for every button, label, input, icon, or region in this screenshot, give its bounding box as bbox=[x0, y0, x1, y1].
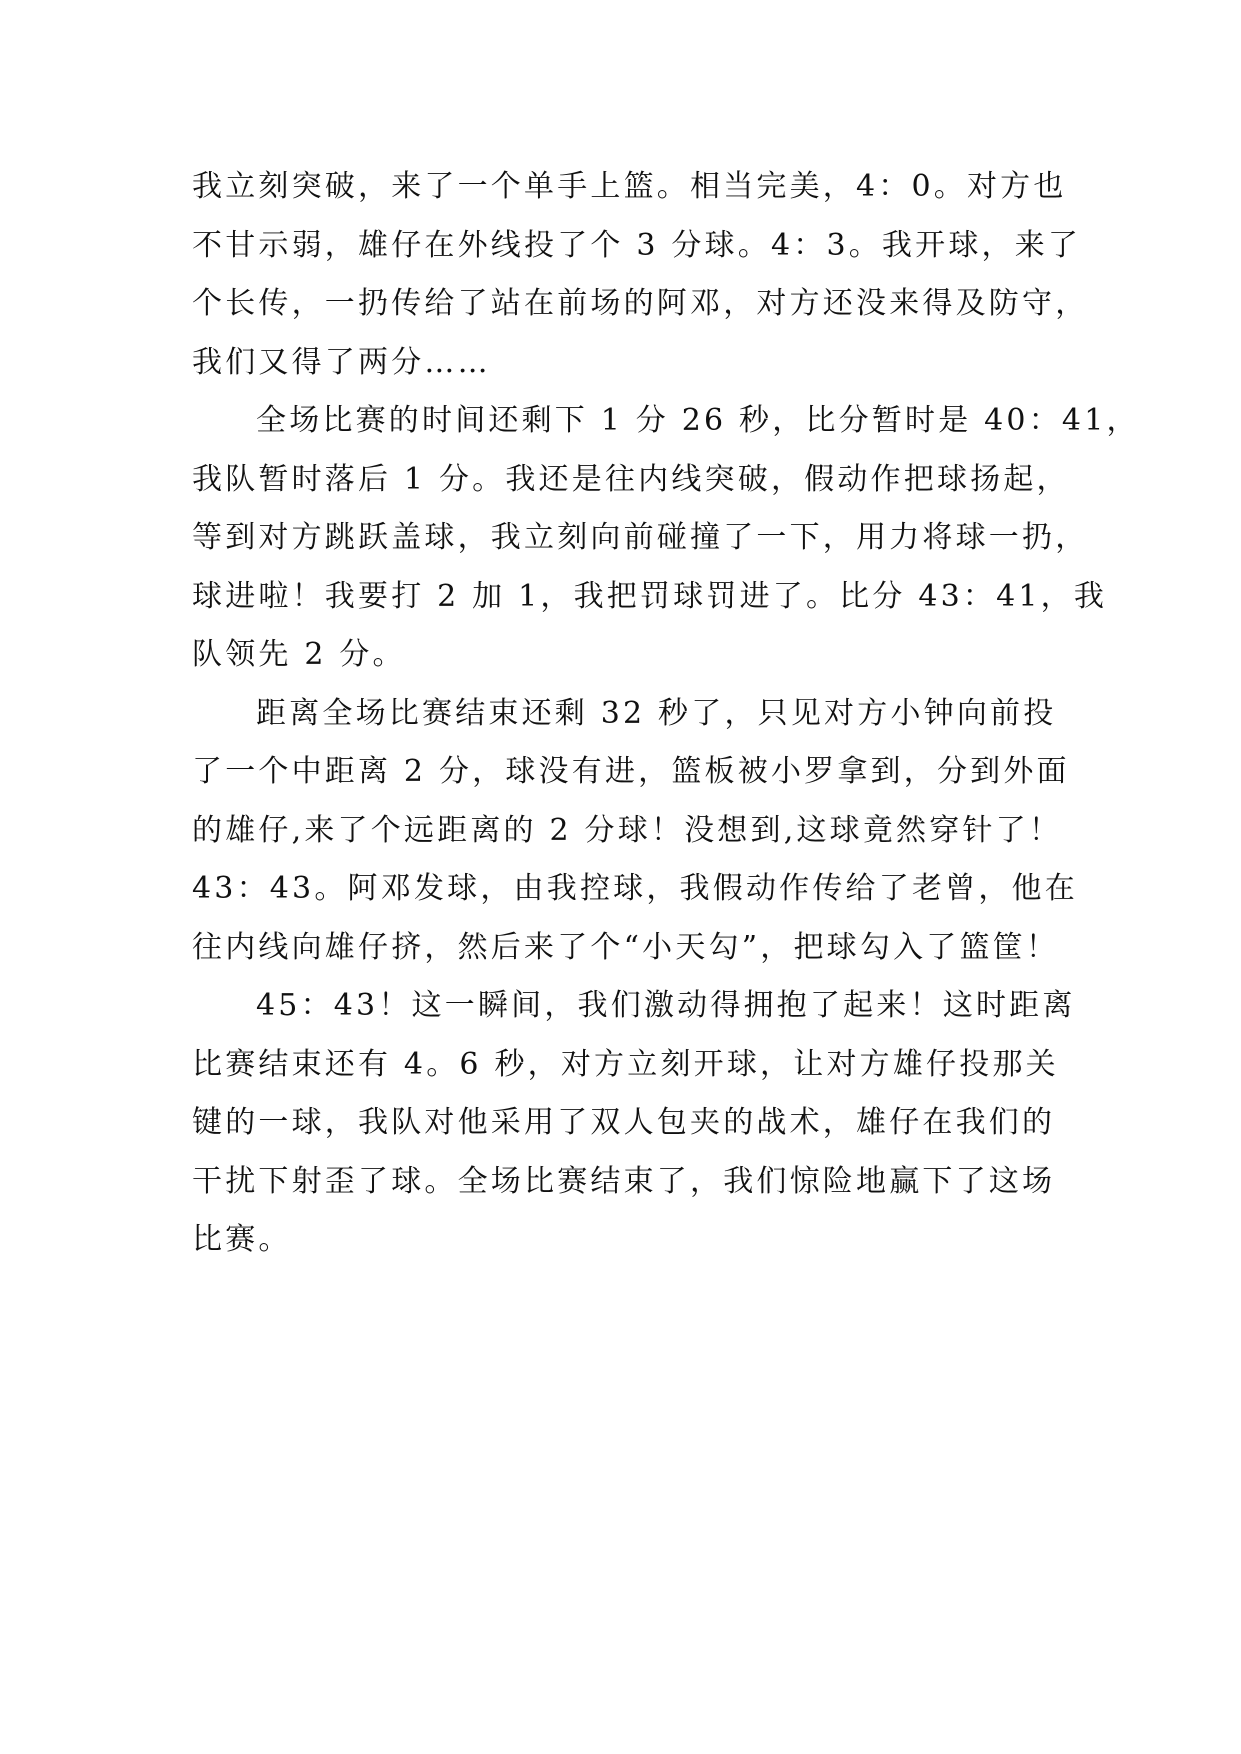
text-line: 个长传，一扔传给了站在前场的阿邓，对方还没来得及防守， bbox=[192, 286, 1089, 321]
text-line: 比赛。 bbox=[192, 1222, 292, 1257]
paragraph-start-line: 45：43！这一瞬间，我们激动得拥抱了起来！这时距离 bbox=[256, 988, 1076, 1023]
text-line: 队领先 2 分。 bbox=[192, 637, 406, 672]
text-line: 我立刻突破，来了一个单手上篮。相当完美，4：0。对方也 bbox=[192, 169, 1067, 204]
article-body bbox=[192, 158, 1140, 1270]
text-line: 等到对方跳跃盖球，我立刻向前碰撞了一下，用力将球一扔， bbox=[192, 520, 1089, 555]
text-line: 键的一球，我队对他采用了双人包夹的战术，雄仔在我们的 bbox=[192, 1105, 1056, 1140]
paragraph-start-line: 距离全场比赛结束还剩 32 秒了，只见对方小钟向前投 bbox=[256, 695, 1057, 731]
text-line: 我们又得了两分…… bbox=[192, 344, 491, 380]
text-line: 了一个中距离 2 分，球没有进，篮板被小罗拿到，分到外面 bbox=[192, 754, 1070, 789]
text-line: 的雄仔,来了个远距离的 2 分球！没想到,这球竟然穿针了！ bbox=[192, 812, 1063, 848]
text-line: 干扰下射歪了球。全场比赛结束了，我们惊险地赢下了这场 bbox=[192, 1163, 1056, 1199]
text-line: 不甘示弱，雄仔在外线投了个 3 分球。4：3。我开球，来了 bbox=[192, 227, 1082, 263]
text-line: 往内线向雄仔挤，然后来了个“小天勾”，把球勾入了篮筐！ bbox=[192, 929, 1060, 965]
text-line: 比赛结束还有 4。6 秒，对方立刻开球，让对方雄仔投那关 bbox=[192, 1046, 1059, 1082]
text-line: 球进啦！我要打 2 加 1，我把罚球罚进了。比分 43：41，我 bbox=[192, 578, 1108, 614]
text-line: 我队暂时落后 1 分。我还是往内线突破，假动作把球扬起， bbox=[192, 461, 1070, 497]
paragraph-start-line: 全场比赛的时间还剩下 1 分 26 秒，比分暂时是 40：41， bbox=[256, 403, 1140, 438]
text-line: 43：43。阿邓发球，由我控球，我假动作传给了老曾，他在 bbox=[192, 871, 1078, 906]
